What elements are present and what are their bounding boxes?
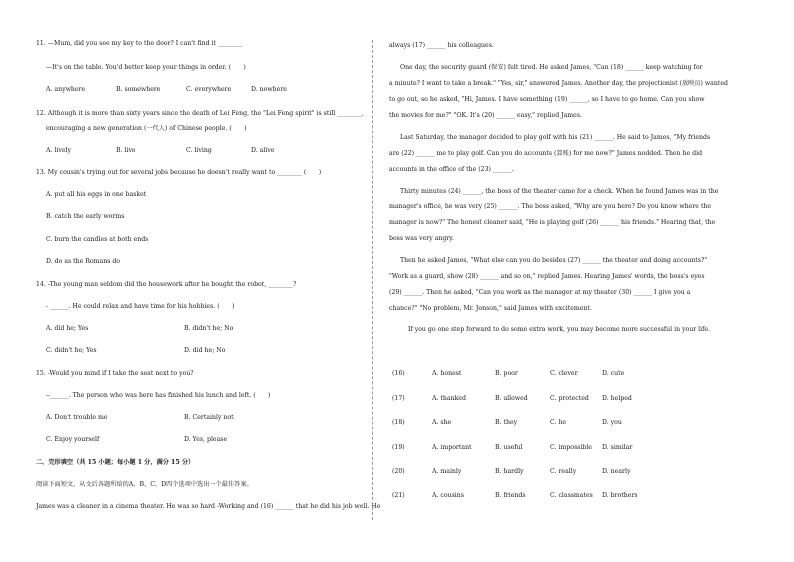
option-a[interactable]: A. she [432, 419, 452, 426]
question-15-option-c[interactable]: C. Enjoy yourself [46, 436, 100, 443]
option-a[interactable]: A. important [432, 444, 472, 451]
option-a[interactable]: A. honest [432, 370, 462, 377]
passage-line: accounts in the office of the (23) ______. [389, 166, 514, 173]
option-d[interactable]: D. nowhere [251, 86, 287, 93]
question-number: (21) [392, 492, 405, 499]
passage-line: are (22) ______ me to play golf. Can you do accounts (算账) for me now?" James nodded. Then he did [389, 150, 703, 157]
question-14-stem: 14. -The young man seldom did the housework after he bought the robot, ________? [36, 281, 297, 288]
option-c[interactable]: C. clever [550, 370, 578, 377]
question-13-option-c[interactable]: C. burn the candles at both ends [46, 236, 149, 243]
passage-line: Last Saturday, the manager decided to play golf with his (21) ______. He said to James, "My friends [400, 134, 711, 141]
question-14-option-a[interactable]: A. did he; Yes [46, 325, 89, 332]
option-c[interactable]: C. classmates [550, 492, 593, 499]
passage-line: to go out, so he asked, "Hi, James. I have something (19) ______, so I have to go home. Can you show [389, 96, 705, 103]
option-d[interactable]: D. nearly [602, 468, 631, 475]
question-13-stem: 13. My cousin's trying out for several jobs because he doesn't really want to ________ ( ) [36, 169, 322, 176]
question-14-option-c[interactable]: C. didn't he; Yes [46, 347, 97, 354]
option-b[interactable]: B. allowed [495, 395, 528, 402]
answer-row [392, 419, 692, 427]
option-d[interactable]: D. similar [602, 444, 633, 451]
passage-line: Thirty minutes (24) ______, the boss of the theater came for a check. When he found James was in the [400, 188, 719, 195]
option-b[interactable]: B. they [495, 419, 518, 426]
question-number: (19) [392, 444, 405, 451]
option-d[interactable]: D. brothers [602, 492, 638, 499]
answer-row [392, 468, 692, 476]
question-13-option-d[interactable]: D. do as the Romans do [46, 258, 121, 265]
option-b[interactable]: B. live [116, 147, 136, 154]
question-number: (17) [392, 395, 405, 402]
passage-line: If you go one step forward to do some extra work, you may become more successful in your life. [408, 326, 711, 333]
passage-line: manager's office, he was very (25) ______. The boss asked, "Why are you here? Do you know where the [389, 203, 712, 210]
question-14-option-d[interactable]: D. did he; No [184, 347, 226, 354]
question-number: (16) [392, 370, 405, 377]
option-c[interactable]: C. really [550, 468, 577, 475]
question-15-context: --______. The person who was here has finished his lunch and left. ( ) [46, 392, 271, 399]
question-15-option-b[interactable]: B. Certainly not [184, 414, 234, 421]
question-11-stem: 11. —Mum, did you see my key to the door? I can't find it ________ [36, 40, 243, 47]
answer-row [392, 444, 692, 452]
option-a[interactable]: A. thanked [432, 395, 466, 402]
question-12-stem-line1: 12. Although it is more than sixty years since the death of Lei Feng, the "Lei Feng spirit" is still ________, [36, 110, 364, 117]
answer-row [392, 492, 692, 500]
passage-line: "Work as a guard, show (28) ______ and so on," replied James. Hearing James' words, the boss's eyes [389, 273, 705, 280]
passage-line: the movies for me?" "OK. It's (20) ______ easy," replied James. [389, 112, 582, 119]
passage-line: manager is now?" The honest cleaner said, "He is playing golf (26) ______ his friends." Hearing that, the [389, 219, 716, 226]
question-14-option-b[interactable]: B. didn't he; No [184, 325, 234, 332]
passage-line: One day, the security guard (保安) felt tired. He asked James, "Can (18) ______ keep watching for [400, 64, 703, 71]
question-13-option-a[interactable]: A. put all his eggs in one basket [46, 191, 147, 198]
option-d[interactable]: D. helped [602, 395, 632, 402]
question-number: (20) [392, 468, 405, 475]
question-15-stem: 15. -Would you mind if I take the seat next to you? [36, 370, 194, 377]
passage-line: always (17) ______ his colleagues. [389, 42, 494, 49]
passage-line: chance?" "No problem, Mr. Jonson," said James with excitement. [389, 305, 592, 312]
option-a[interactable]: A. lively [46, 147, 71, 154]
option-b[interactable]: B. useful [495, 444, 523, 451]
option-c[interactable]: C. living [186, 147, 212, 154]
option-d[interactable]: D. cute [602, 370, 625, 377]
passage-start: James was a cleaner in a cinema theater. He was so hard -Working and (16) ______ that he did his job well. He [36, 503, 381, 510]
question-15-option-d[interactable]: D. Yes, please [184, 436, 228, 443]
option-b[interactable]: B. poor [495, 370, 518, 377]
option-b[interactable]: B. somewhere [116, 86, 161, 93]
answer-row [392, 395, 692, 403]
answer-row [392, 370, 692, 378]
passage-line: Then he asked James, "What else can you do besides (27) ______ the theater and doing accounts?" [400, 257, 708, 264]
question-14-context: - ______. He could relax and have time for his hobbies. ( ) [46, 303, 235, 310]
option-c[interactable]: C. everywhere [186, 86, 232, 93]
option-b[interactable]: B. hardly [495, 468, 524, 475]
passage-line: boss was very angry. [389, 235, 454, 242]
section-2-instruction: 阅读下面短文，从文后各题所给的A、B、C、D四个选项中选出一个最佳答案。 [36, 481, 253, 488]
question-number: (18) [392, 419, 405, 426]
column-divider [372, 40, 373, 520]
option-b[interactable]: B. friends [495, 492, 526, 499]
option-a[interactable]: A. cousins [432, 492, 464, 499]
option-c[interactable]: C. he [550, 419, 567, 426]
option-c[interactable]: C. protected [550, 395, 589, 402]
option-d[interactable]: D. alive [251, 147, 275, 154]
passage-line: a minute? I want to take a break." "Yes, sir," answered James. Another day, the projectionist (放映员) wanted [389, 80, 728, 87]
question-11-context: —It's on the table. You'd better keep your things in order. ( ) [46, 64, 246, 71]
question-12-stem-line2: encouraging a new generation (一代人) of Chinese people. ( ) [46, 125, 247, 132]
question-11-options [46, 86, 346, 94]
section-2-title: 二、完形填空（共 15 小题；每小题 1 分，满分 15 分） [36, 459, 195, 466]
question-12-options [46, 147, 346, 155]
option-a[interactable]: A. anywhere [46, 86, 86, 93]
option-d[interactable]: D. you [602, 419, 622, 426]
question-13-option-b[interactable]: B. catch the early worms [46, 213, 125, 220]
question-15-option-a[interactable]: A. Don't trouble me [46, 414, 108, 421]
option-c[interactable]: C. impossible [550, 444, 592, 451]
option-a[interactable]: A. mainly [432, 468, 462, 475]
passage-line: (29) ______. Then he asked, "Can you work as the manager at my theater (30) ______ I give you a [389, 289, 691, 296]
